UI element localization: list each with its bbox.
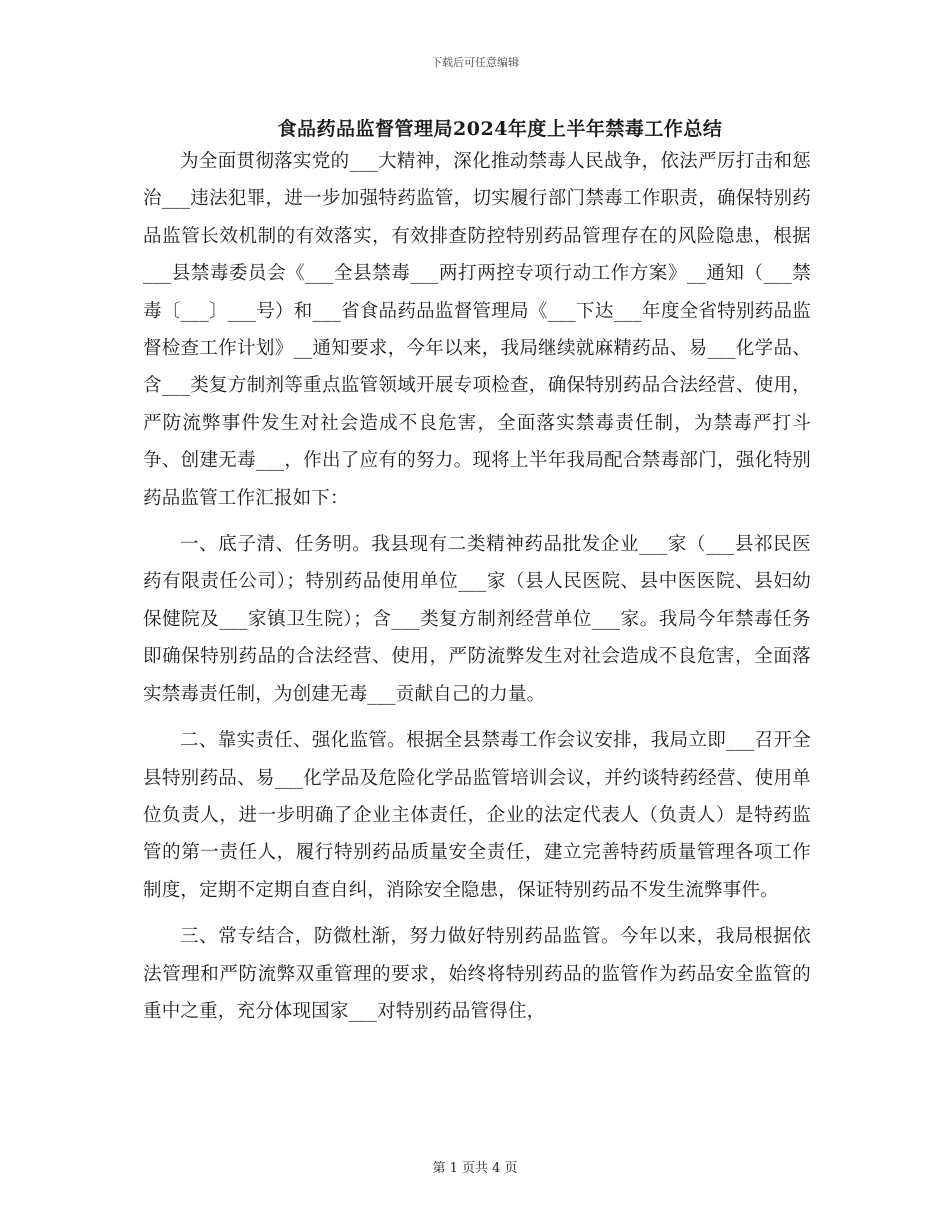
paragraph-section-3: 三、常专结合，防微杜渐，努力做好特别药品监管。今年以来，我局根据依法管理和严防流弊双重管理的要求，始终将特别药品的监管作为药品安全监管的重中之重，充分体现国家___对特别药品管得住， — [143, 926, 811, 1022]
document-title: 食品药品监督管理局2024年度上半年禁毒工作总结 — [277, 118, 723, 140]
paragraph-section-1: 一、底子清、任务明。我县现有二类精神药品批发企业___家（___县祁民医药有限责任公司）；特别药品使用单位___家（县人民医院、县中医医院、县妇幼保健院及___家镇卫生院）；含___类复方制剂经营单位___家。我局今年禁毒任务即确保特别药品的合法经营、使用，严防流弊发生对社会造成不良危害，全面落实禁毒责任制，为创建无毒___贡献自己的力量。 — [143, 534, 811, 705]
paragraph-intro: 为全面贯彻落实党的___大精神，深化推动禁毒人民战争，依法严厉打击和惩治___违法犯罪，进一步加强特药监管，切实履行部门禁毒工作职责，确保特别药品监管长效机制的有效落实，有效排查防控特别药品管理存在的风险隐患，根据___县禁毒委员会《___全县禁毒___两打两控专项行动工作方案》__通知（___禁毒〔___〕___号）和___省食品药品监督管理局《___下达___年度全省特别药品监督检查工作计划》__通知要求，今年以来，我局继续就麻精药品、易___化学品、含___类复方制剂等重点监管领域开展专项检查，确保特别药品合法经营、使用，严防流弊事件发生对社会造成不良危害，全面落实禁毒责任制，为禁毒严打斗争、创建无毒___，作出了应有的努力。现将上半年我局配合禁毒部门，强化特别药品监管工作汇报如下： — [143, 151, 811, 509]
header-note: 下载后可任意编辑 — [431, 56, 519, 69]
page-number-footer: 第 1 页共 4 页 — [432, 1161, 518, 1176]
paragraph-section-2: 二、靠实责任、强化监管。根据全县禁毒工作会议安排，我局立即___召开全县特别药品、易___化学品及危险化学品监管培训会议，并约谈特药经营、使用单位负责人，进一步明确了企业主体责任，企业的法定代表人（负责人）是特药监管的第一责任人，履行特别药品质量安全责任，建立完善特药质量管理各项工作制度，定期不定期自查自纠，消除安全隐患，保证特别药品不发生流弊事件。 — [143, 730, 811, 901]
document-body — [143, 143, 811, 1030]
